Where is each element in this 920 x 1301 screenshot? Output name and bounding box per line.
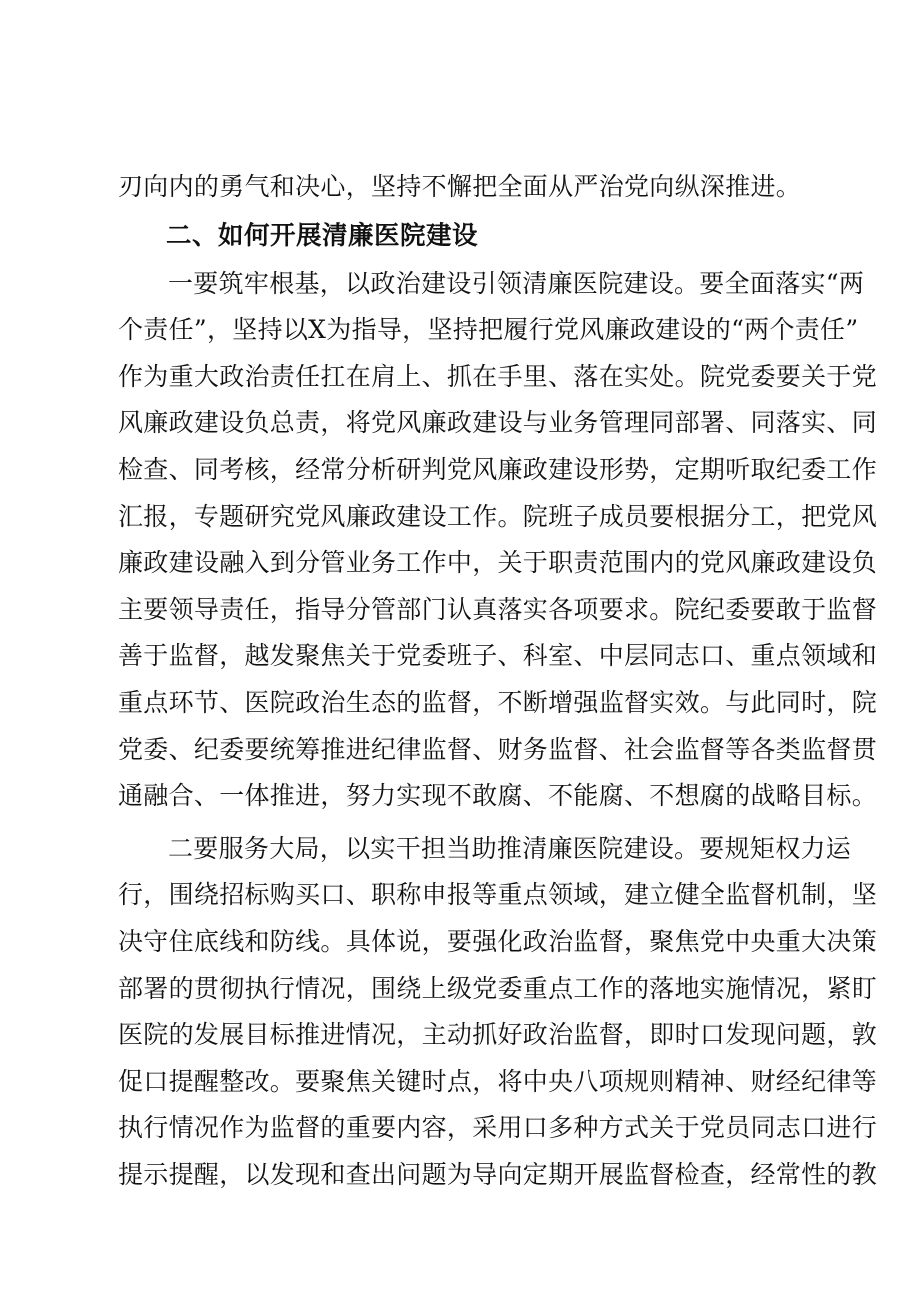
text-line: 汇报，专题研究党风廉政建设工作。院班子成员要根据分工，把党风 <box>118 501 878 531</box>
text-line: 善于监督，越发聚焦关于党委班子、科室、中层同志口、重点领域和 <box>118 641 878 671</box>
text-line: 部署的贯彻执行情况，围绕上级党委重点工作的落地实施情况，紧盯 <box>118 973 878 1003</box>
text-line: 作为重大政治责任扛在肩上、抓在手里、落在实处。院党委要关于党 <box>118 361 878 391</box>
text-line: 党委、纪委要统筹推进纪律监督、财务监督、社会监督等各类监督贯 <box>118 734 878 764</box>
text-line: 促口提醒整改。要聚焦关键时点，将中央八项规则精神、财经纪律等 <box>118 1066 878 1096</box>
text-line: 廉政建设融入到分管业务工作中，关于职责范围内的党风廉政建设负 <box>118 548 878 578</box>
text-line: 提示提醒，以发现和查出问题为导向定期开展监督检查，经常性的教 <box>118 1159 878 1189</box>
text-line: 通融合、一体推进，努力实现不敢腐、不能腐、不想腐的战略目标。 <box>118 781 878 811</box>
text-line: 个责任”，坚持以X为指导，坚持把履行党风廉政建设的“两个责任” <box>118 315 859 345</box>
text-line: 刃向内的勇气和决心，坚持不懈把全面从严治党向纵深推进。 <box>118 172 802 201</box>
text-line: 重点环节、医院政治生态的监督，不断增强监督实效。与此同时，院 <box>118 687 878 717</box>
text-line: 决守住底线和防线。具体说，要强化政治监督，聚焦党中央重大决策 <box>118 926 878 956</box>
document-body <box>118 164 878 1198</box>
text-line: 医院的发展目标推进情况，主动抓好政治监督，即时口发现问题，敦 <box>118 1020 878 1050</box>
text-line: 一要筑牢根基，以政治建设引领清廉医院建设。要全面落实“两 <box>168 268 865 298</box>
text-line: 风廉政建设负总责，将党风廉政建设与业务管理同部署、同落实、同 <box>118 408 878 438</box>
text-line: 二要服务大局，以实干担当助推清廉医院建设。要规矩权力运 <box>168 833 852 863</box>
text-line: 行，围绕招标购买口、职称申报等重点领域，建立健全监督机制，坚 <box>118 880 878 910</box>
text-line: 检查、同考核，经常分析研判党风廉政建设形势，定期听取纪委工作 <box>118 454 878 484</box>
text-line: 执行情况作为监督的重要内容，采用口多种方式关于党员同志口进行 <box>118 1113 878 1143</box>
text-line: 主要领导责任，指导分管部门认真落实各项要求。院纪委要敢于监督 <box>118 594 878 624</box>
section-heading: 二、如何开展清廉医院建设 <box>166 220 479 251</box>
